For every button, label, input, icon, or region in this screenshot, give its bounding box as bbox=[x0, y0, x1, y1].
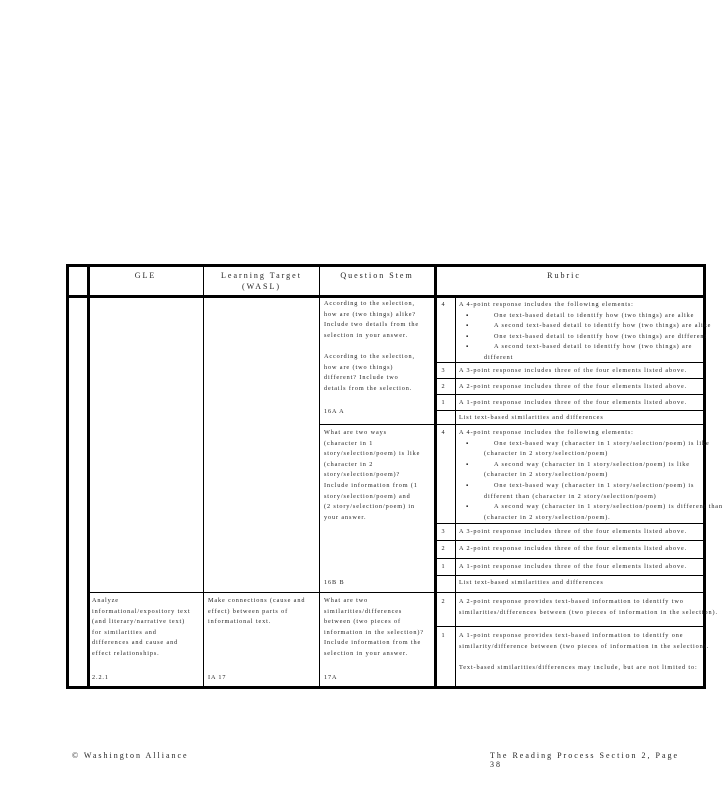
question-stem-16a-alike: According to the selection, how are (two things) alike? Include two details from the selection in your answer. bbox=[324, 300, 419, 339]
rubric-text: similarity/difference between (two pieces of information in the selection). bbox=[459, 642, 710, 650]
rubric-text: A 1-point response provides text-based information to identify one bbox=[459, 632, 684, 639]
rubric-text: A 1-point response includes three of the four elements listed above. bbox=[459, 399, 688, 406]
footer-page-info: The Reading Process Section 2, Page 38 bbox=[490, 751, 680, 769]
rubric-text: A 2-point response includes three of the four elements listed above. bbox=[459, 383, 688, 390]
header-divider bbox=[66, 295, 706, 298]
rubric-bullet-text: A second text-based detail to identify how (two things) are bbox=[494, 343, 693, 351]
rubric-bullet-text: A second way (character in 1 story/selection/poem) is different than bbox=[494, 503, 723, 511]
rubric-bullet-text: One text-based way (character in 1 story/selection/poem) is bbox=[494, 482, 695, 489]
question-stem-16a-different: According to the selection, how are (two things) different? Include two details from the selection. bbox=[324, 353, 415, 392]
rubric-bullet-text: One text-based way (character in 1 story/selection/poem) is like bbox=[494, 439, 710, 447]
rubric-score: 4 bbox=[441, 429, 445, 436]
row-divider bbox=[319, 424, 706, 425]
rubric-bullet-text: (character in 2 story/selection/poem) bbox=[484, 471, 609, 479]
bullet-marker: ▪ bbox=[466, 332, 469, 340]
rubric-row-divider bbox=[436, 378, 706, 379]
rubric-score: 4 bbox=[441, 301, 445, 308]
gle-description: Analyze informational/expository text (and literary/narrative text) for similarities and differences and cause and effect relationships. bbox=[92, 597, 191, 657]
header-gle: GLE bbox=[134, 271, 157, 280]
rubric-row-divider bbox=[436, 410, 706, 411]
question-stem-16b: What are two ways (character in 1 story/selection/poem) is like (character in 2 story/selection/poem)? Include information from (1 story/selection/poem) and (2 story/selection/poem) in your answer. bbox=[324, 429, 421, 521]
rubric-score: 1 bbox=[441, 563, 445, 570]
rubric-score: 2 bbox=[441, 598, 445, 605]
rubric-bullet-text: different than (character in 2 story/selection/poem) bbox=[484, 492, 657, 500]
bullet-marker: ▪ bbox=[466, 439, 469, 447]
rubric-text: A 3-point response includes three of the four elements listed above. bbox=[459, 528, 688, 535]
rubric-bullet-text: (character in 2 story/selection/poem). bbox=[484, 513, 611, 521]
rubric-bullet-text: One text-based detail to identify how (two things) are different bbox=[494, 332, 707, 340]
rubric-text: A 4-point response includes the following elements: bbox=[459, 301, 634, 308]
bullet-marker: ▪ bbox=[466, 482, 469, 489]
rubric-text: similarities/differences between (two pieces of information in the selection). bbox=[459, 608, 718, 616]
learning-target-description: Make connections (cause and effect) between parts of informational text. bbox=[208, 597, 306, 626]
header-rubric: Rubric bbox=[547, 271, 581, 280]
learning-target-code: IA 17 bbox=[208, 674, 227, 681]
rubric-row-divider bbox=[436, 575, 706, 576]
rubric-text: A 2-point response provides text-based information to identify two bbox=[459, 598, 684, 605]
rubric-bullet-text: (character in 2 story/selection/poem) bbox=[484, 450, 609, 458]
rubric-text: List text-based similarities and differences bbox=[459, 414, 604, 421]
footer-copyright: © Washington Alliance bbox=[72, 751, 189, 760]
rubric-score: 2 bbox=[441, 383, 445, 390]
question-stem-17a: What are two similarities/differences between (two pieces of information in the selection)? Include information from the selection in your answer. bbox=[324, 597, 425, 657]
gle-code: 2.2.1 bbox=[92, 674, 109, 681]
rubric-bullet-text: A second way (character in 1 story/selection/poem) is like bbox=[494, 460, 690, 468]
bullet-marker: ▪ bbox=[466, 460, 469, 468]
bullet-marker: ▪ bbox=[466, 322, 469, 330]
rubric-text: A 1-point response includes three of the four elements listed above. bbox=[459, 563, 688, 570]
rubric-row-divider bbox=[436, 626, 706, 627]
rubric-text: A 4-point response includes the following elements: bbox=[459, 429, 634, 436]
rubric-bullet-text: different bbox=[484, 354, 514, 361]
rubric-row-divider bbox=[436, 558, 706, 559]
row-divider bbox=[88, 592, 706, 593]
question-stem-code: 17A bbox=[324, 674, 338, 681]
question-stem-code: 16B B bbox=[324, 579, 345, 586]
rubric-bullet-text: A second text-based detail to identify how (two things) are alike bbox=[494, 322, 712, 330]
rubric-score: 1 bbox=[441, 632, 445, 639]
column-divider bbox=[87, 264, 90, 689]
rubric-text: Text-based similarities/differences may include, but are not limited to: bbox=[459, 663, 698, 671]
rubric-bullet-text: One text-based detail to identify how (two things) are alike bbox=[494, 311, 695, 319]
rubric-score: 2 bbox=[441, 545, 445, 552]
score-column-divider bbox=[455, 295, 456, 689]
bullet-marker: ▪ bbox=[466, 343, 469, 351]
rubric-score: 3 bbox=[441, 528, 445, 535]
rubric-score: 3 bbox=[441, 367, 445, 374]
rubric-score: 1 bbox=[441, 399, 445, 406]
rubric-text: A 2-point response includes three of the four elements listed above. bbox=[459, 545, 688, 552]
rubric-row-divider bbox=[436, 394, 706, 395]
rubric-text: A 3-point response includes three of the four elements listed above. bbox=[459, 367, 688, 374]
header-question-stem: Question Stem bbox=[340, 271, 414, 280]
bullet-marker: ▪ bbox=[466, 503, 469, 511]
rubric-text: List text-based similarities and differences bbox=[459, 579, 604, 586]
rubric-row-divider bbox=[436, 540, 706, 541]
header-learning-target: Learning Target (WASL) bbox=[221, 271, 302, 291]
bullet-marker: ▪ bbox=[466, 311, 469, 319]
question-stem-code: 16A A bbox=[324, 408, 345, 415]
